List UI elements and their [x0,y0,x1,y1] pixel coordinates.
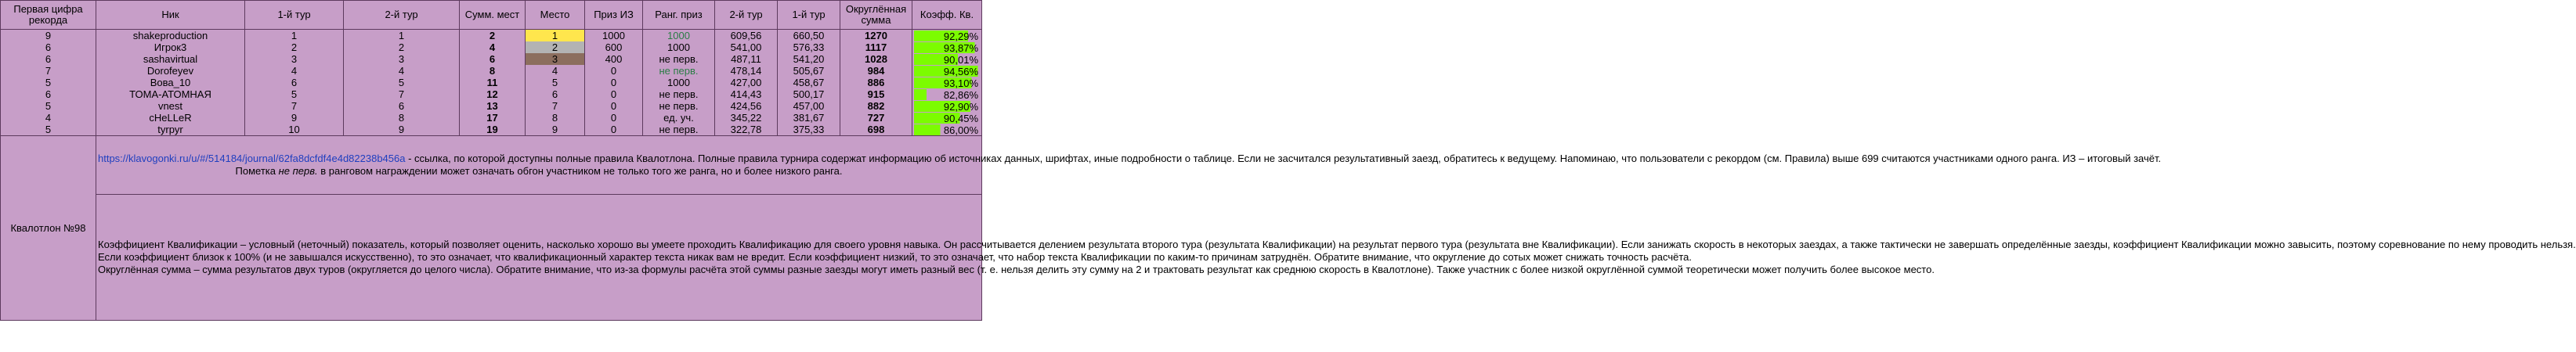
rules-note [96,136,2162,195]
coefficient-explanation [96,195,2576,321]
header-cell: Ник [96,1,245,30]
final-place-cell: 2 [526,41,585,53]
round1-place-cell: 4 [245,65,344,77]
record-digit-cell: 5 [1,77,96,88]
coefficient-cell [912,77,982,88]
rounded-sum-cell: 882 [840,100,912,112]
rules-note-text: - ссылка, по которой доступны полные правила Квалотлона. Полные правила турнира содержат информацию об источниках данных, шрифтах, иные подробности о таблице. Если не засчитался результативный заезд, обратитесь к ведущему. Напоминаю, что пользователи с рекордом (см. Правила) выше 699 считаются участниками одного ранга. ИЗ – итоговый зачёт. [405,153,2162,164]
round1-place-cell: 6 [245,77,344,88]
round1-score-cell: 541,20 [778,53,840,65]
round2-place-cell: 7 [344,88,460,100]
place-sum-cell: 4 [460,41,526,53]
rank-prize-cell: не перв. [643,124,715,136]
record-digit-cell: 5 [1,100,96,112]
rank-prize-cell: 1000 [643,41,715,53]
round1-score-cell: 457,00 [778,100,840,112]
header-cell: Коэфф. Кв. [912,1,982,30]
round1-place-cell: 7 [245,100,344,112]
nickname-cell: cHeLLeR [96,112,245,124]
round1-place-cell: 1 [245,30,344,42]
place-sum-cell: 6 [460,53,526,65]
coefficient-cell [912,30,982,42]
coefficient-cell [912,100,982,112]
place-sum-cell: 8 [460,65,526,77]
round1-score-cell: 381,67 [778,112,840,124]
coefficient-bar: 82,86% [914,89,980,100]
round1-place-cell: 9 [245,112,344,124]
coefficient-bar: 90,45% [914,113,980,124]
record-digit-cell: 9 [1,30,96,42]
coefficient-bar: 92,90% [914,101,980,112]
round1-score-cell: 500,17 [778,88,840,100]
final-place-cell: 4 [526,65,585,77]
round2-score-cell: 424,56 [715,100,778,112]
round1-score-cell: 660,50 [778,30,840,42]
prize-cell: 600 [585,41,643,53]
record-digit-cell: 6 [1,88,96,100]
round2-place-cell: 5 [344,77,460,88]
rounded-sum-cell: 1117 [840,41,912,53]
record-digit-cell: 4 [1,112,96,124]
round1-score-cell: 505,67 [778,65,840,77]
place-sum-cell: 11 [460,77,526,88]
prize-cell: 0 [585,124,643,136]
rounded-sum-cell: 1028 [840,53,912,65]
coefficient-bar: 94,56% [914,66,980,77]
table-row [1,41,982,53]
round2-place-cell: 1 [344,30,460,42]
rank-prize-cell: не перв. [643,65,715,77]
round2-place-cell: 3 [344,53,460,65]
rank-prize-cell: не перв. [643,53,715,65]
prize-cell: 0 [585,65,643,77]
table-row [1,100,982,112]
footer-notes-row [1,136,982,195]
header-cell: Приз ИЗ [585,1,643,30]
rounded-sum-cell: 727 [840,112,912,124]
round1-score-cell: 576,33 [778,41,840,53]
coefficient-cell [912,124,982,136]
nickname-cell: ТОМА-АТОМНАЯ [96,88,245,100]
header-cell: Сумм. мест [460,1,526,30]
final-place-cell: 9 [526,124,585,136]
rounded-sum-cell: 915 [840,88,912,100]
round2-score-cell: 609,56 [715,30,778,42]
footer-explanation-row [1,195,982,321]
header-cell: Первая цифра рекорда [1,1,96,30]
rank-prize-cell: ед. уч. [643,112,715,124]
table-row [1,77,982,88]
coefficient-cell [912,53,982,65]
coefficient-bar: 92,29% [914,31,980,41]
final-place-cell: 7 [526,100,585,112]
coefficient-cell [912,41,982,53]
header-cell: 1-й тур [778,1,840,30]
round2-place-cell: 9 [344,124,460,136]
tournament-label: Квалотлон №98 [1,136,96,321]
table-row [1,53,982,65]
coefficient-bar: 90,01% [914,54,980,65]
final-place-cell: 6 [526,88,585,100]
rounded-sum-cell: 1270 [840,30,912,42]
place-sum-cell: 17 [460,112,526,124]
round1-score-cell: 375,33 [778,124,840,136]
coefficient-cell [912,65,982,77]
round1-place-cell: 3 [245,53,344,65]
place-sum-cell: 19 [460,124,526,136]
coefficient-bar: 93,87% [914,42,980,53]
nickname-cell: Вова_10 [96,77,245,88]
round2-place-cell: 2 [344,41,460,53]
header-cell: 2-й тур [715,1,778,30]
explanation-para-1: Коэффициент Квалификации – условный (неточный) показатель, который позволяет оценить, насколько хорошо вы умеете проходить Квалификацию для своего уровня навыка. Он рассчитывается делением результата второго тура (результата Квалификации) на результат первого тура (результата вне Квалификации). Если занижать скорость в некоторых заездах, а также тактически не завершать определённые заезды, коэффициент Квалификации можно завысить, поэтому соревнование по нему проводить нельзя. [98,239,2576,250]
table-row [1,65,982,77]
nickname-cell: sashavirtual [96,53,245,65]
coefficient-bar: 86,00% [914,124,980,135]
prize-cell: 0 [585,112,643,124]
round1-score-cell: 458,67 [778,77,840,88]
explanation-para-3: Округлённая сумма – сумма результатов двух туров (округляется до целого числа). Обратите внимание, что из-за формулы расчёта этой суммы разные заезды могут иметь разный вес (т. е. нельзя делить эту сумму на 2 и трактовать результат как среднюю скорость в Квалотлоне). Также участник с более низкой округлённой суммой теоретически может получить более высокое место. [98,264,1935,275]
round2-place-cell: 8 [344,112,460,124]
rank-prize-cell: не перв. [643,100,715,112]
table-row [1,30,982,42]
nickname-cell: shakeproduction [96,30,245,42]
place-sum-cell: 12 [460,88,526,100]
record-digit-cell: 6 [1,41,96,53]
round2-score-cell: 322,78 [715,124,778,136]
final-place-cell: 1 [526,30,585,42]
explanation-para-2: Если коэффициент близок к 100% (и не завышался искусственно), то это означает, что квалификационный характер текста никак вам не вредит. Если коэффициент низкий, то это означает, что набор текста Квалификации по каким-то причинам затруднён. Обратите внимание, что округление до сотых может снижать точность расчёта. [98,251,1693,263]
header-cell: 1-й тур [245,1,344,30]
round2-score-cell: 478,14 [715,65,778,77]
record-digit-cell: 5 [1,124,96,136]
header-row [1,1,982,30]
record-digit-cell: 6 [1,53,96,65]
prize-cell: 0 [585,100,643,112]
prize-cell: 0 [585,88,643,100]
round1-place-cell: 10 [245,124,344,136]
nickname-cell: vnest [96,100,245,112]
rounded-sum-cell: 698 [840,124,912,136]
record-digit-cell: 7 [1,65,96,77]
header-cell: Место [526,1,585,30]
header-cell: Округлённая сумма [840,1,912,30]
table-row [1,88,982,100]
round1-place-cell: 2 [245,41,344,53]
round2-score-cell: 541,00 [715,41,778,53]
place-sum-cell: 13 [460,100,526,112]
rank-note-suffix: в ранговом награждении может означать обгон участником не только того же ранга, но и более низкого ранга. [317,165,843,177]
nickname-cell: Игрок3 [96,41,245,53]
coefficient-cell [912,112,982,124]
round2-place-cell: 4 [344,65,460,77]
round1-place-cell: 5 [245,88,344,100]
prize-cell: 400 [585,53,643,65]
round2-score-cell: 427,00 [715,77,778,88]
nickname-cell: tyrpyr [96,124,245,136]
final-place-cell: 3 [526,53,585,65]
round2-place-cell: 6 [344,100,460,112]
round2-score-cell: 414,43 [715,88,778,100]
final-place-cell: 8 [526,112,585,124]
table-row [1,112,982,124]
final-place-cell: 5 [526,77,585,88]
table-row [1,124,982,136]
place-sum-cell: 2 [460,30,526,42]
prize-cell: 0 [585,77,643,88]
rank-prize-cell: 1000 [643,77,715,88]
header-cell: Ранг. приз [643,1,715,30]
rounded-sum-cell: 984 [840,65,912,77]
rank-prize-cell: не перв. [643,88,715,100]
coefficient-cell [912,88,982,100]
rank-note-prefix: Пометка [235,165,279,177]
coefficient-bar: 93,10% [914,77,980,88]
rounded-sum-cell: 886 [840,77,912,88]
rules-link[interactable]: https://klavogonki.ru/u/#/514184/journal/62fa8dcfdf4e4d82238b456a [98,153,406,164]
rank-note-italic: не перв. [278,165,318,177]
rank-prize-cell: 1000 [643,30,715,42]
nickname-cell: Dorofeyev [96,65,245,77]
prize-cell: 1000 [585,30,643,42]
round2-score-cell: 345,22 [715,112,778,124]
header-cell: 2-й тур [344,1,460,30]
round2-score-cell: 487,11 [715,53,778,65]
